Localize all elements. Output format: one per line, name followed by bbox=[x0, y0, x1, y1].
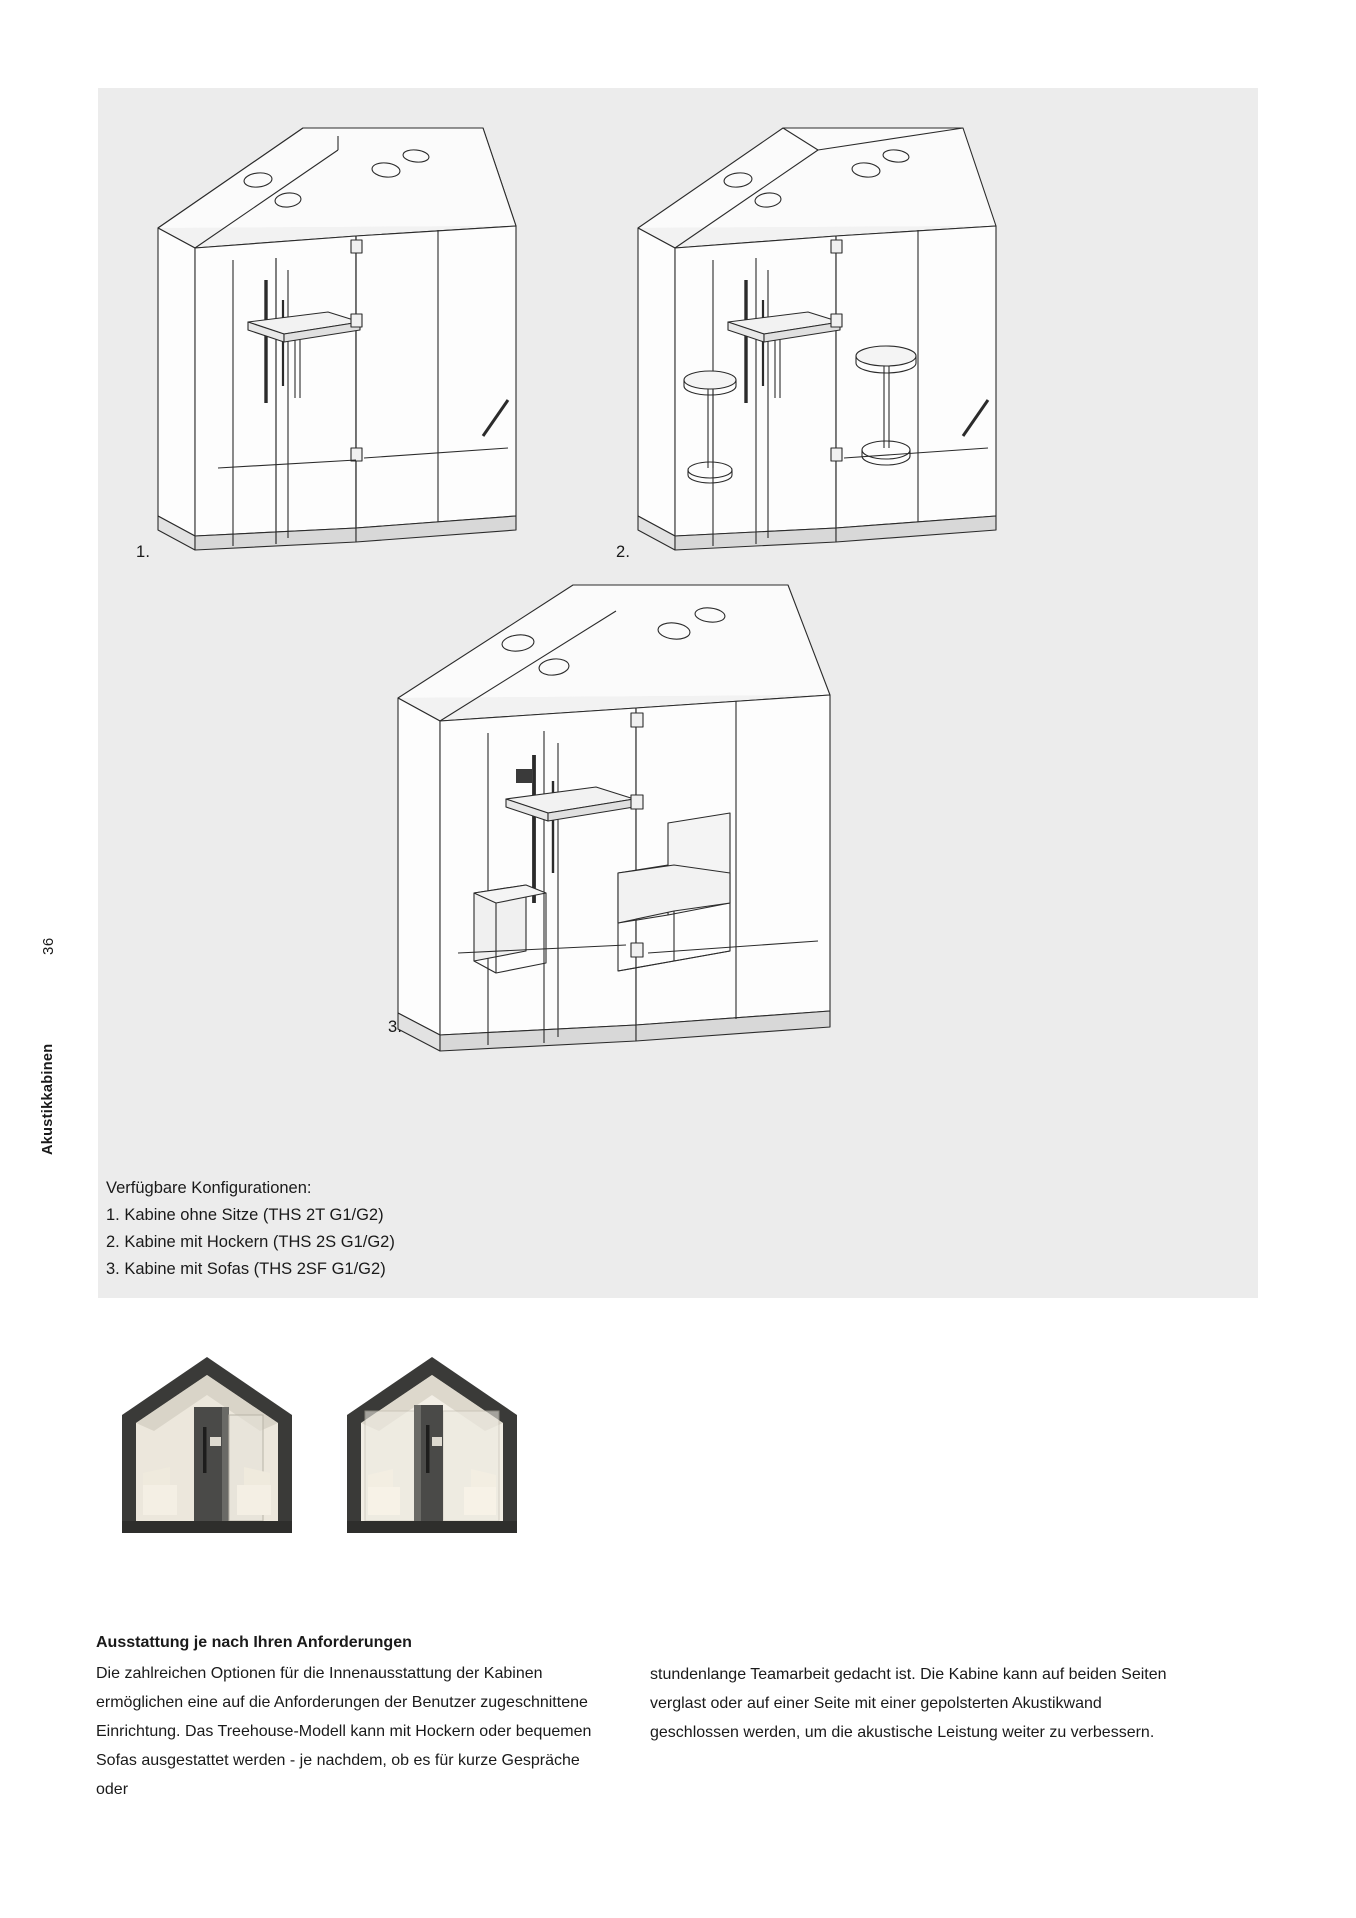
page-number: 36 bbox=[40, 937, 57, 955]
figure-label-1: 1. bbox=[136, 543, 151, 561]
body-paragraph-left: Die zahlreichen Optionen für die Innenausstattung der Kabinen ermöglichen eine auf die Anforderungen der Benutzer zugeschnittene Einrichtung. Das Treehouse-Modell kann mit Hockern oder bequemen Sofas ausgestattet werden - je nachdem, ob es für kurze Gespräche oder bbox=[96, 1665, 592, 1798]
section-title: Akustikkabinen bbox=[40, 1043, 56, 1155]
body-text-left bbox=[96, 1628, 596, 1804]
illustration-panel bbox=[98, 88, 1258, 1298]
configuration-item-3: 3. Kabine mit Sofas (THS 2SF G1/G2) bbox=[106, 1260, 386, 1278]
configuration-item-1: 1. Kabine ohne Sitze (THS 2T G1/G2) bbox=[106, 1206, 384, 1224]
body-paragraph-right: stundenlange Teamarbeit gedacht ist. Die Kabine kann auf beiden Seiten verglast oder auf einer Seite mit einer gepolsterten Akustikwand geschlossen werden, um die akustische Leistung weiter zu verbessern. bbox=[650, 1666, 1167, 1741]
configurations-caption bbox=[106, 1175, 395, 1283]
figure-label-3: 3. bbox=[388, 1018, 403, 1036]
figure-label-2: 2. bbox=[616, 543, 631, 561]
pod-photo-front-glazed bbox=[335, 1345, 530, 1545]
configurations-title: Verfügbare Konfigurationen: bbox=[106, 1179, 312, 1197]
pod-photo-front-closed bbox=[110, 1345, 305, 1545]
body-heading: Ausstattung je nach Ihren Anforderungen bbox=[96, 1634, 412, 1651]
body-text-right bbox=[650, 1660, 1170, 1747]
pod-illustration-1 bbox=[138, 118, 568, 568]
pod-illustration-3 bbox=[378, 573, 908, 1053]
configuration-item-2: 2. Kabine mit Hockern (THS 2S G1/G2) bbox=[106, 1233, 395, 1251]
pod-illustration-2 bbox=[618, 118, 1048, 568]
